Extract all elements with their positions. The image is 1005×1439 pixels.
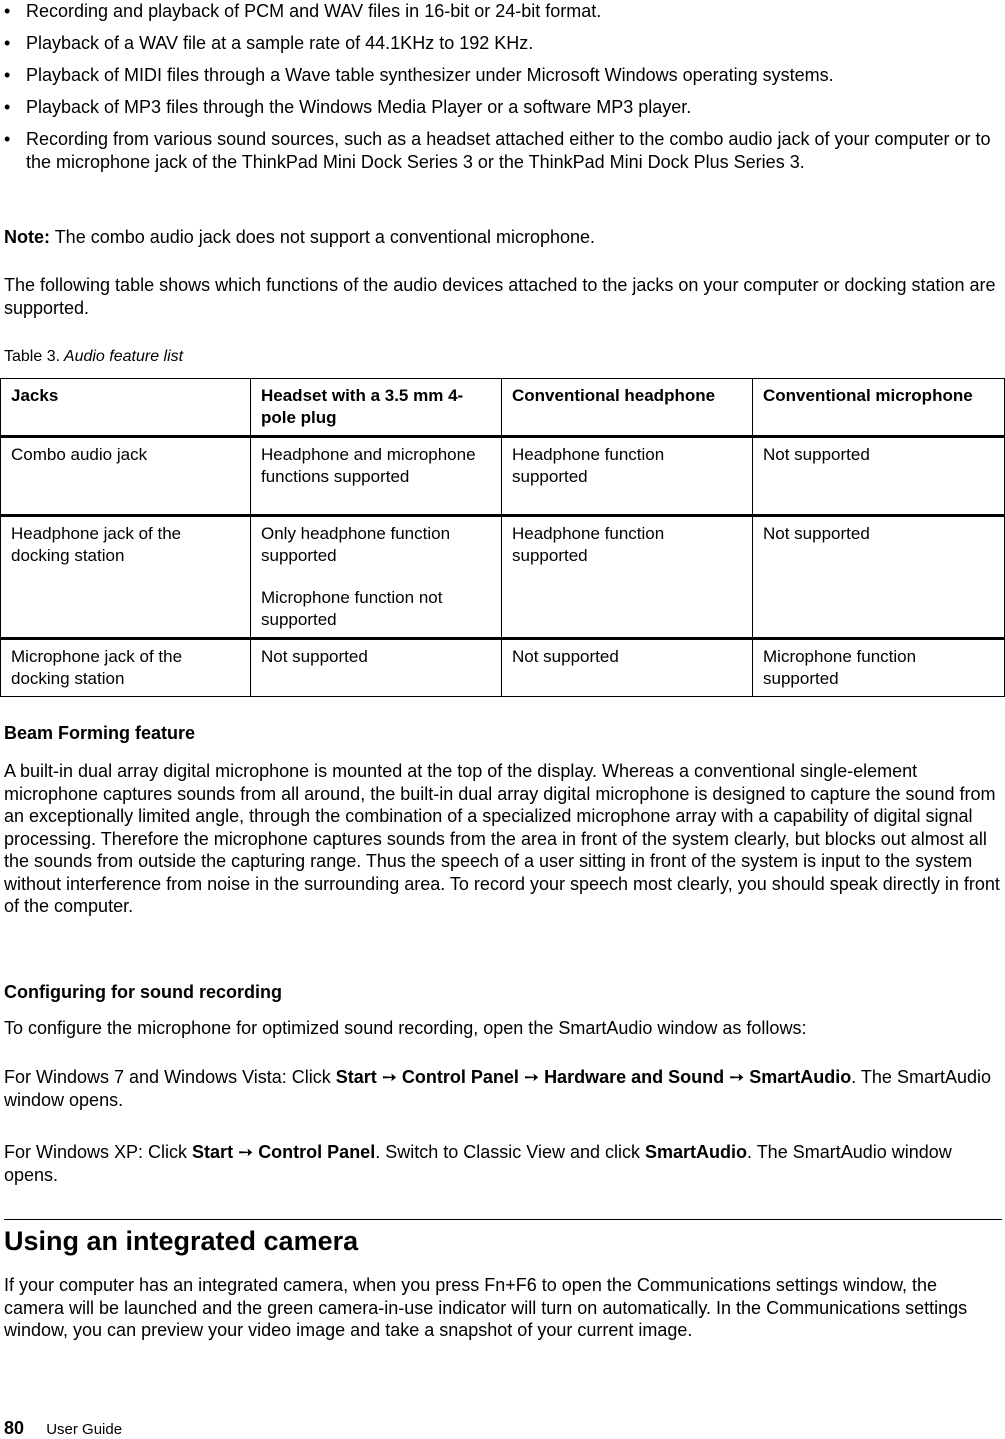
cell-jack: Combo audio jack [1,437,251,516]
table-header-row [1,379,1005,437]
table-intro: The following table shows which functions of the audio devices attached to the jacks on your computer or docking station are supported. [4,275,996,318]
bullet-item: • Playback of MIDI files through a Wave table synthesizer under Microsoft Windows operating systems. [4,64,999,87]
header-jacks: Jacks [1,379,251,437]
cell-microphone: Not supported [753,516,1005,639]
table-row [1,516,1005,639]
table-caption-number: Table 3. [4,348,61,365]
step-control-panel: Control Panel [401,1067,519,1087]
table-row [1,639,1005,697]
bullet-item: • Playback of MP3 files through the Windows Media Player or a software MP3 player. [4,96,999,119]
feature-bullet-list [4,0,999,183]
page-number: 80 [4,1418,25,1438]
arrow-icon: ➙ [523,1067,540,1087]
cell-headphone: Headphone function supported [502,437,753,516]
cell-microphone: Microphone function supported [753,639,1005,697]
bullet-item: • Playback of a WAV file at a sample rate of 44.1KHz to 192 KHz. [4,32,999,55]
beam-forming-paragraph: A built-in dual array digital microphone is mounted at the top of the display. Whereas a conventional single-element microphone captures sounds from all around, the built-in dual array digital microphone is designed to capture the sound from an exceptionally limited angle, through the combination of a specialized microphone array with a capability of digital signal processing. Therefore the microphone captures sounds from the area in front of the system clearly, but blocks out almost all the sounds from outside the capturing range. Thus the speech of a user sitting in front of the system is input to the system without interference from noise in the surrounding area. To record your speech most clearly, you should speak directly in front of the computer. [4,761,1000,916]
bullet-item: • Recording and playback of PCM and WAV files in 16-bit or 24-bit format. [4,0,999,23]
cell-headset-line1: Only headphone function supported [261,524,451,565]
note-paragraph [4,226,1002,249]
win7-prefix: For Windows 7 and Windows Vista: Click [4,1067,336,1087]
cell-jack: Headphone jack of the docking station [1,516,251,639]
section-divider [4,1219,1002,1220]
step-smartaudio: SmartAudio [644,1142,747,1162]
win7-suffix: The SmartAudio window opens. [4,1067,991,1110]
camera-paragraph: If your computer has an integrated camera, when you press Fn+F6 to open the Communications settings window, the camera will be launched and the green camera-in-use indicator will turn on automatically. In the Communications settings window, you can preview your video image and take a snapshot of your current image. [4,1275,968,1340]
arrow-icon: ➙ [729,1067,745,1087]
beam-forming-heading: Beam Forming feature [4,723,196,743]
bullet-item: • Recording from various sound sources, such as a headset attached either to the combo audio jack of your computer or to the microphone jack of the ThinkPad Mini Dock Series 3 or the ThinkPad Mini Dock Plus Series 3. [4,128,999,173]
header-microphone: Conventional microphone [753,379,1005,437]
table-row [1,437,1005,516]
config-intro: To configure the microphone for optimized sound recording, open the SmartAudio window as follows: [4,1018,807,1038]
arrow-icon: ➙ [381,1067,397,1087]
note-label: Note: [4,227,50,247]
cell-headset: Not supported [251,639,502,697]
cell-microphone: Not supported [753,437,1005,516]
cell-headphone: Not supported [502,639,753,697]
table-caption-title: Audio feature list [63,348,184,365]
table-caption [4,348,183,366]
cell-headset [251,516,502,639]
header-headset: Headset with a 3.5 mm 4-pole plug [251,379,502,437]
step-hardware-sound: Hardware and Sound [544,1067,725,1087]
cell-jack: Microphone jack of the docking station [1,639,251,697]
xp-mid: Switch to Classic View and click [380,1142,645,1162]
cell-headset: Headphone and microphone functions supported [251,437,502,516]
header-headphone: Conventional headphone [502,379,753,437]
cell-headset-line2: Microphone function not supported [261,588,443,629]
step-smartaudio: SmartAudio [749,1067,852,1087]
xp-prefix: For Windows XP: Click [4,1142,193,1162]
step-control-panel: Control Panel [258,1142,376,1162]
config-heading: Configuring for sound recording [4,982,282,1002]
camera-section-heading: Using an integrated camera [4,1226,359,1256]
config-win7-paragraph: For Windows 7 and Windows Vista: Click Start ➙ Control Panel ➙ Hardware and Sound ➙ SmartAudio. The SmartAudio window opens. [4,1067,991,1110]
note-text: The combo audio jack does not support a conventional microphone. [54,227,596,247]
xp-suffix: The SmartAudio window opens. [4,1142,952,1185]
step-start: Start [335,1067,377,1087]
arrow-icon: ➙ [238,1142,254,1162]
cell-headphone: Headphone function supported [502,516,753,639]
footer-title: User Guide [46,1421,123,1438]
audio-feature-table [0,378,1005,697]
step-start: Start [192,1142,234,1162]
config-xp-paragraph: For Windows XP: Click Start ➙ Control Panel. Switch to Classic View and click SmartAudio. The SmartAudio window opens. [4,1142,952,1185]
